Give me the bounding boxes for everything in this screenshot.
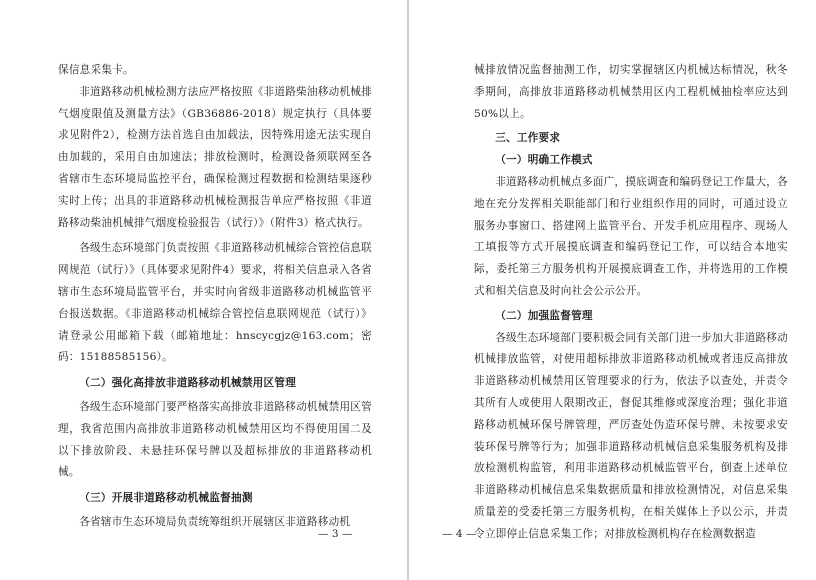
section-heading: 三、工作要求 [495,132,561,145]
section-heading: （二）加强监督管理 [495,309,593,322]
page-4-body [474,60,788,546]
paragraph: 各级生态环境部门要积极会同有关部门进一步加大非道路移动机械排放监管，对使用超标排放非道路移动机械或者违反高排放非道路移动机械禁用区管理要求的行为，依法予以查处，并责令其所有人或使用人限期改正，督促其维修或深度治理；强化非道路移动机械环保号牌管理，严厉查处伪造环保号牌、未按要求安装环保号牌等行为；加强非道路移动机械信息采集服务机构及排放检测机构监管，利用非道路移动机械监管平台，倒查上述单位非道路移动机械信息采集数据质量和排放检测情况，对信息采集质量差的受委托第三方服务机构，在相关媒体上予以公示，并责令立即停止信息采集工作；对排放检测机构存在检测数据造 [474,331,788,540]
page-3-body [58,60,372,534]
paragraph: 非道路移动机械检测方法应严格按照《非道路柴油移动机械排气烟度限值及测量方法》（GB36886-2018）规定执行（具体要求见附件2），检测方法首选自由加载法，因特殊用途无法实现自由加载的，采用自由加速法；排放检测时，检测设备须联网至各省辖市生态环境局监控平台，确保检测过程数据和检测结果逐秒实时上传；出具的非道路移动机械检测报告单应严格按照《非道路移动柴油机械排气烟度检验报告（试行）》（附件3）格式执行。 [58,85,372,229]
page-number: — 3 — [318,528,353,540]
paragraph: 各级生态环境部门要严格落实高排放非道路移动机械禁用区管理，我省范围内高排放非道路移动机械禁用区均不得使用国二及以下排放阶段、未悬挂环保号牌以及超标排放的非道路移动机械。 [58,400,372,479]
paragraph: 各级生态环境部门负责按照《非道路移动机械综合管控信息联网规范（试行）》（具体要求见附件4）要求，将相关信息录入各省辖市生态环境局监管平台，并实时向省级非道路移动机械监管平台报送数据。《非道路移动机械综合管控信息联网规范（试行）》请登录公用邮箱下载（邮箱地址：hnscycgjz@163.com；密码：15188585156）。 [58,242,372,364]
page-number: — 4 — [442,528,477,540]
page-3 [0,0,407,580]
page-4 [409,0,816,580]
paragraph: 保信息采集卡。 [58,64,134,76]
paragraph: 械排放情况监督抽测工作，切实掌握辖区内机械达标情况，秋冬季期间，高排放非道路移动机械禁用区内工程机械抽检率应达到50%以上。 [474,64,788,120]
section-heading: （三）开展非道路移动机械监督抽测 [79,492,253,505]
paragraph: 各省辖市生态环境局负责统筹组织开展辖区非道路移动机 [79,515,351,528]
paragraph: 非道路移动机械点多面广，摸底调查和编码登记工作量大，各地在充分发挥相关职能部门和行业组织作用的同时，可通过设立服务办事窗口、搭建网上监管平台、开发手机应用程序、现场人工填报等方式开展摸底调查和编码登记工作，可以结合本地实际，委托第三方服务机构开展摸底调查工作，并将选用的工作模式和相关信息及时向社会公示公开。 [474,175,788,297]
section-heading: （一）明确工作模式 [495,154,593,167]
section-heading: （二）强化高排放非道路移动机械禁用区管理 [79,377,297,390]
